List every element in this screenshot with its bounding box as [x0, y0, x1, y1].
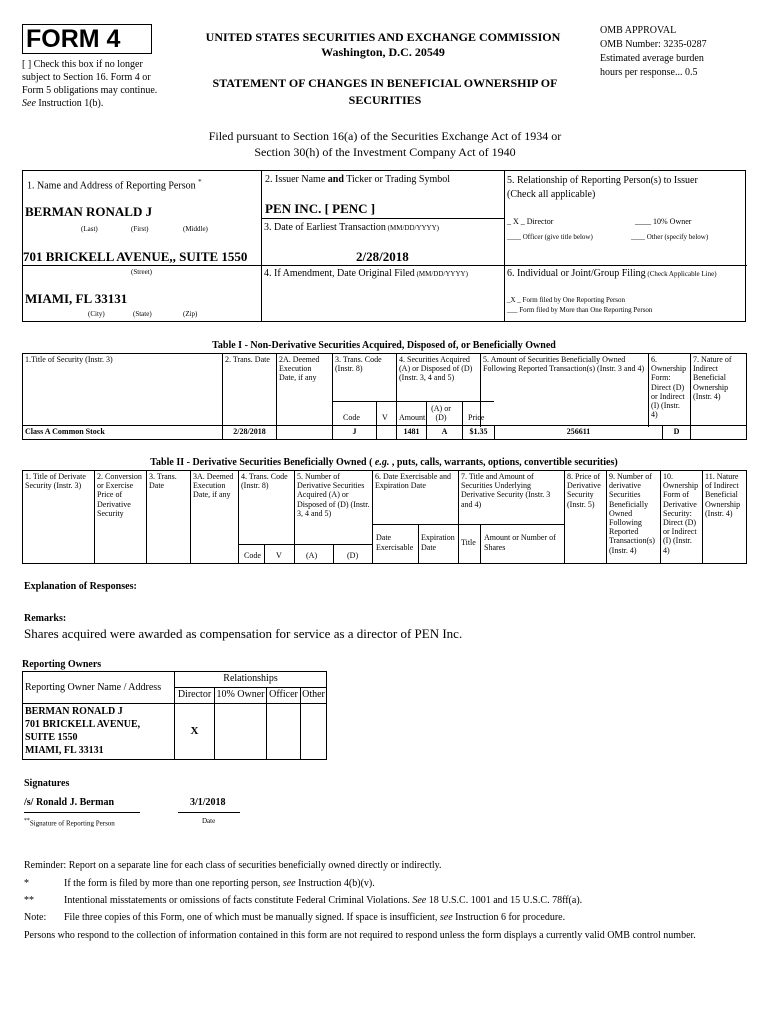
t2-header-form: 10. Ownership Form of Derivative Security: Direct (D) or Indirect (I) (Instr. 4) — [661, 471, 703, 564]
table1-title: Table I - Non-Derivative Securities Acquired, Disposed of, or Beneficially Owned — [212, 340, 556, 351]
owner-other-cell — [301, 704, 327, 760]
t2-header-nature: 11. Nature of Indirect Beneficial Ownership (Instr. 4) — [703, 471, 747, 564]
t2-sub-amount-shares: Amount or Number of Shares — [484, 533, 556, 552]
issuer-name: PEN INC. [ PENC ] — [265, 201, 376, 216]
last-label: (Last) — [81, 225, 98, 233]
owner-name-address: BERMAN RONALD J 701 BRICKELL AVENUE, SUITE 1550 MIAMI, FL 33131 — [23, 704, 175, 760]
owner-officer-cell — [267, 704, 301, 760]
box1-label: 1. Name and Address of Reporting Person * — [27, 178, 202, 192]
t1-trans-date: 2/28/2018 — [223, 426, 277, 440]
t1-header-trans-date: 2. Trans. Date — [223, 354, 277, 426]
agency-city: Washington, D.C. 20549 — [321, 45, 445, 59]
t1-sub-code: Code — [343, 413, 360, 422]
t1-header-title: 1.Title of Security (Instr. 3) — [23, 354, 223, 426]
t2-header-number: 5. Number of Derivative Securities Acquired (A) or Disposed of (D) (Instr. 3, 4 and 5) — [295, 471, 373, 564]
first-label: (First) — [131, 225, 149, 233]
t2-header-conversion: 2. Conversion or Exercise Price of Derivative Security — [95, 471, 147, 564]
more-reporting-persons-option[interactable]: ___ Form filed by More than One Reporting Person — [507, 306, 653, 314]
t1-trans-code: J — [333, 426, 377, 440]
reporting-person-grid — [22, 170, 746, 322]
remarks-text: Shares acquired were awarded as compensation for service as a director of PEN Inc. — [24, 626, 463, 641]
t1-amount: 1481 — [397, 426, 427, 440]
other-checkbox[interactable]: ____ Other (specify below) — [631, 233, 709, 241]
t1-sub-amount: Amount — [399, 413, 426, 422]
t1-header-amount-owned: 5. Amount of Securities Beneficially Owned Following Reported Transaction(s) (Instr. 3 and 4) — [481, 354, 649, 426]
note-mark: Note: — [24, 912, 47, 923]
filed-pursuant: Filed pursuant to Section 16(a) of the Securities Exchange Act of 1934 or Section 30(h) of the Investment Company Act of 1940 — [208, 129, 562, 160]
t2-sub-expiration: Expiration Date — [421, 533, 455, 552]
t1-aord: A — [427, 426, 463, 440]
signature-label: **Signature of Reporting Person — [24, 818, 115, 828]
remarks-label: Remarks: — [24, 613, 67, 624]
relationships-header: Relationships — [175, 672, 327, 688]
director-header: Director — [175, 688, 215, 704]
note-star-mark: * — [24, 878, 29, 889]
t2-header-price: 8. Price of Derivative Security (Instr. 5) — [565, 471, 607, 564]
t2-header-underlying: 7. Title and Amount of Securities Underlying Derivative Security (Instr. 3 and 4) — [459, 471, 565, 564]
t2-header-date-exercisable: 6. Date Exercisable and Expiration Date — [373, 471, 459, 564]
signer-name: /s/ Ronald J. Berman — [24, 797, 115, 808]
t2-header-trans-date: 3. Trans. Date — [147, 471, 191, 564]
owner-director-mark: X — [175, 704, 215, 760]
t1-deemed-date — [277, 426, 333, 440]
owner-ten-percent-cell — [215, 704, 267, 760]
t1-nature — [691, 426, 747, 440]
form-title: FORM 4 — [26, 25, 121, 53]
signature-date: 3/1/2018 — [190, 797, 226, 808]
note-text: File three copies of this Form, one of which must be manually signed. If space is insufficient, see Instruction 6 for procedure. — [64, 912, 566, 923]
middle-label: (Middle) — [183, 225, 208, 233]
state-label: (State) — [133, 310, 152, 318]
t1-security-title: Class A Common Stock — [23, 426, 223, 440]
form-title-box — [22, 24, 152, 54]
street-label: (Street) — [131, 268, 152, 276]
note-star-text: If the form is filed by more than one reporting person, see Instruction 4(b)(v). — [64, 878, 375, 889]
t1-ownership-form: D — [663, 426, 691, 440]
t2-sub-code: Code — [244, 551, 261, 560]
explanation-label: Explanation of Responses: — [24, 581, 137, 592]
box4-label: 4. If Amendment, Date Original Filed (MM/DD/YYYY) — [264, 268, 468, 279]
t2-header-deemed: 3A. Deemed Execution Date, if any — [191, 471, 239, 564]
reporting-owners-heading: Reporting Owners — [22, 659, 102, 670]
date-label: Date — [202, 817, 216, 825]
ten-percent-owner-checkbox[interactable]: ____ 10% Owner — [635, 217, 692, 226]
t1-header-deemed-date: 2A. Deemed Execution Date, if any — [277, 354, 333, 426]
t2-sub-v: V — [276, 551, 282, 560]
one-reporting-person-option[interactable]: _X _ Form filed by One Reporting Person — [507, 296, 626, 304]
t2-sub-d: (D) — [347, 551, 359, 560]
city-state-zip: MIAMI, FL 33131 — [25, 291, 128, 306]
table1-row — [22, 425, 747, 440]
persons-respond-text: Persons who respond to the collection of information contained in this form are not required to respond unless the form displays a currently valid OMB control number. — [24, 930, 696, 941]
t1-header-ownership-form: 6. Ownership Form: Direct (D) or Indirect (I) (Instr. 4) — [649, 354, 691, 426]
owner-name-header: Reporting Owner Name / Address — [23, 672, 175, 704]
box6-label: 6. Individual or Joint/Group Filing (Check Applicable Line) — [507, 268, 717, 279]
t2-sub-date-exercisable: Date Exercisable — [376, 533, 414, 552]
reporting-owners-table — [22, 671, 327, 760]
other-header: Other — [301, 688, 327, 704]
t1-sub-price: Price — [468, 413, 485, 422]
omb-approval: OMB APPROVAL OMB Number: 3235-0287 Estimated average burden hours per response... 0.5 — [600, 25, 707, 78]
zip-label: (Zip) — [183, 310, 198, 318]
t2-header-code: 4. Trans. Code (Instr. 8) — [239, 471, 295, 564]
officer-checkbox[interactable]: ____ Officer (give title below) — [507, 233, 593, 241]
t1-sub-v: V — [382, 413, 388, 422]
t2-sub-title: Title — [461, 538, 476, 547]
t1-amount-owned: 256611 — [495, 426, 663, 440]
t1-price: $1.35 — [463, 426, 495, 440]
reporting-person-name: BERMAN RONALD J — [25, 204, 153, 219]
ten-percent-header: 10% Owner — [215, 688, 267, 704]
officer-header: Officer — [267, 688, 301, 704]
table2-title: Table II - Derivative Securities Beneficially Owned ( e.g. , puts, calls, warrants, options, convertible securities) — [150, 457, 618, 468]
box3-label: 3. Date of Earliest Transaction (MM/DD/YYYY) — [264, 222, 440, 233]
note-double-star-mark: ** — [24, 895, 34, 906]
box2-label: 2. Issuer Name and Ticker or Trading Symbol — [265, 174, 451, 185]
t2-sub-a: (A) — [306, 551, 318, 560]
t1-sub-aord: (A) or (D) — [431, 404, 451, 422]
t1-header-trans-code: 3. Trans. Code (Instr. 8) — [333, 354, 397, 426]
t1-header-securities-acquired: 4. Securities Acquired (A) or Disposed of (D) (Instr. 3, 4 and 5) — [397, 354, 481, 426]
director-checkbox[interactable]: _ X _ Director — [507, 217, 554, 226]
box5-label: 5. Relationship of Reporting Person(s) to Issuer (Check all applicable) — [507, 175, 698, 200]
t1-header-nature: 7. Nature of Indirect Beneficial Ownership (Instr. 4) — [691, 354, 747, 426]
t2-header-title: 1. Title of Derivate Security (Instr. 3) — [23, 471, 95, 564]
agency-name: UNITED STATES SECURITIES AND EXCHANGE COMMISSION — [205, 30, 561, 44]
city-label: (City) — [88, 310, 105, 318]
reminder-text: Reminder: Report on a separate line for each class of securities beneficially owned directly or indirectly. — [24, 860, 442, 871]
section16-checkbox-text[interactable]: [ ] Check this box if no longer subject to Section 16. Form 4 or Form 5 obligations may continue. See Instruction 1(b). — [22, 59, 158, 109]
earliest-transaction-date: 2/28/2018 — [356, 249, 409, 264]
statement-title: STATEMENT OF CHANGES IN BENEFICIAL OWNERSHIP OF SECURITIES — [212, 76, 558, 107]
note-double-star-text: Intentional misstatements or omissions of facts constitute Federal Criminal Violations. See 18 U.S.C. 1001 and 15 U.S.C. 78ff(a). — [64, 895, 583, 906]
signatures-heading: Signatures — [24, 778, 70, 789]
street-address: 701 BRICKELL AVENUE,, SUITE 1550 — [23, 249, 248, 264]
t1-v — [377, 426, 397, 440]
t2-header-owned: 9. Number of derivative Securities Beneficially Owned Following Reported Transaction(s) (Instr. 4) — [607, 471, 661, 564]
